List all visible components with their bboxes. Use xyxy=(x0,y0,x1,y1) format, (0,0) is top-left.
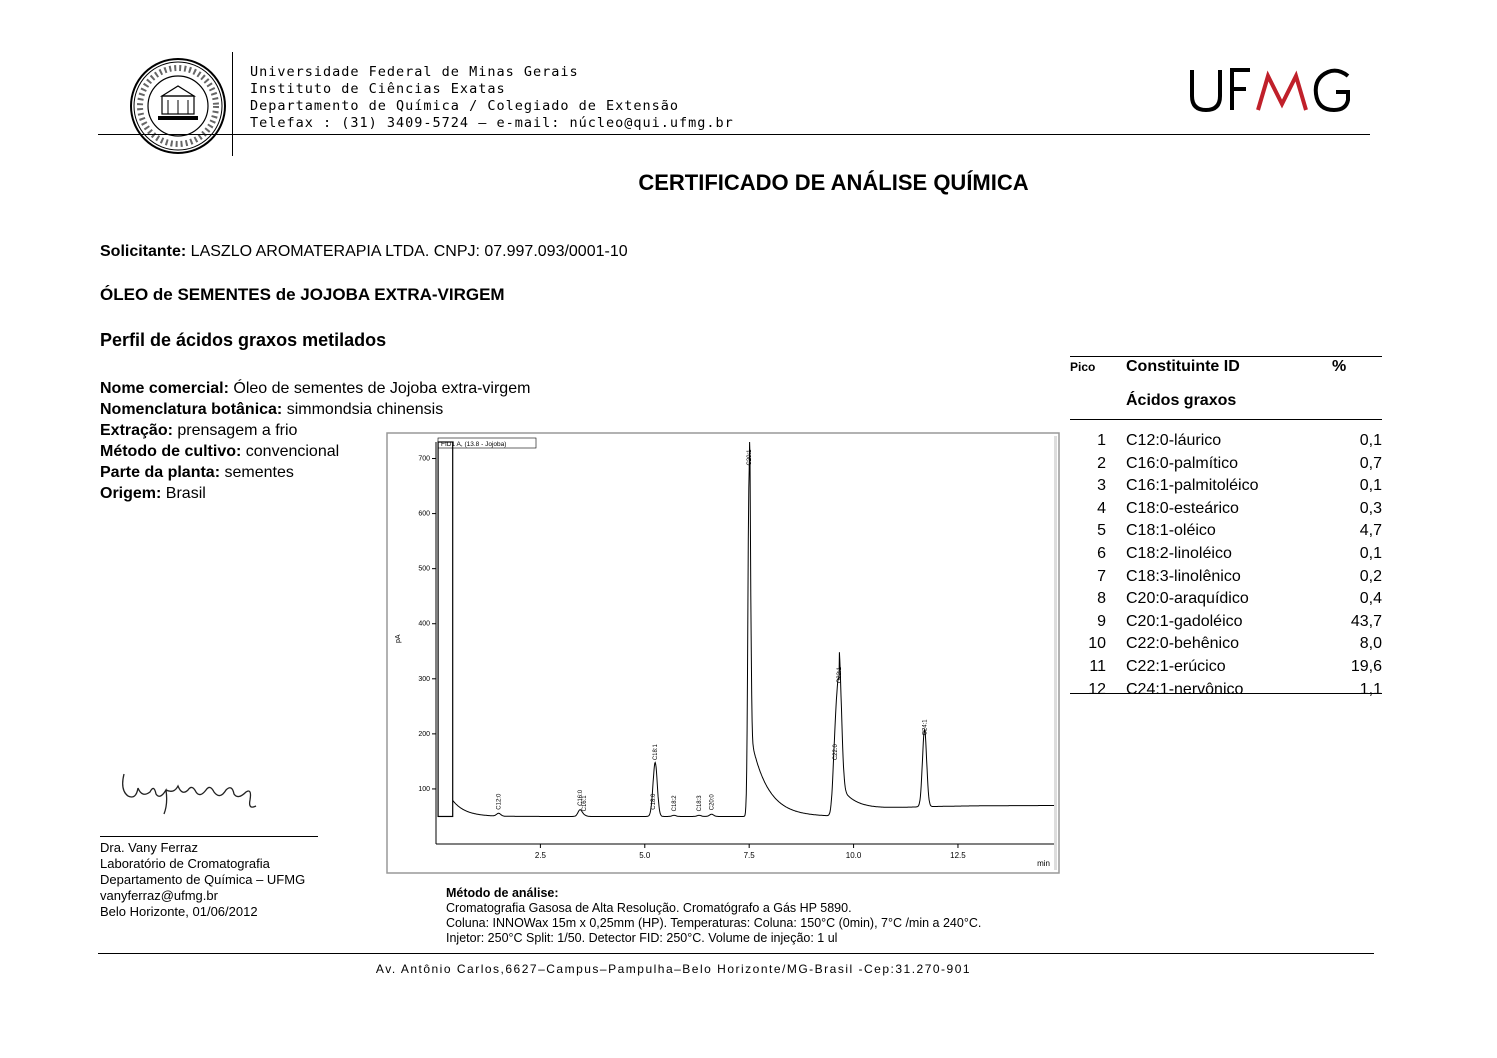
info-row: Parte da planta: sementes xyxy=(100,464,294,481)
legend-text: FID1 A, (13.8 - Jojoba) xyxy=(441,441,507,448)
percent-value: 8,0 xyxy=(1359,635,1382,653)
header-line: Instituto de Ciências Exatas xyxy=(250,81,506,97)
y-tick-label: 200 xyxy=(418,730,430,738)
chart-frame xyxy=(387,433,1059,873)
x-tick-label: 5.0 xyxy=(639,851,651,860)
peak-number: 7 xyxy=(1097,567,1106,585)
table-row xyxy=(1070,611,1382,634)
signer-line: Departamento de Química – UFMG xyxy=(100,872,306,887)
method-line: Cromatografia Gasosa de Alta Resolução. Cromatógrafo a Gás HP 5890. xyxy=(446,901,852,915)
header-line: Telefax : (31) 3409-5724 – e-mail: núcleo@qui.ufmg.br xyxy=(250,115,734,131)
percent-value: 43,7 xyxy=(1350,612,1382,630)
peak-number: 1 xyxy=(1097,432,1106,449)
institution-header xyxy=(250,64,734,132)
peak-number: 4 xyxy=(1097,499,1106,517)
col-percent: % xyxy=(1332,358,1347,375)
y-tick-label: 400 xyxy=(418,620,430,628)
peak-number: 9 xyxy=(1097,612,1106,630)
info-row: Extração: prensagem a frio xyxy=(100,422,298,439)
percent-value: 0,7 xyxy=(1359,454,1382,472)
x-tick-label: 7.5 xyxy=(743,851,755,860)
constituent-name: C18:3-linolênico xyxy=(1126,567,1241,585)
peak-label: C16:0 xyxy=(578,789,585,806)
fatty-acid-table xyxy=(1070,356,1382,701)
table-row xyxy=(1070,543,1382,566)
percent-value: 1,1 xyxy=(1359,680,1382,698)
constituent-name: C24:1-nervônico xyxy=(1126,680,1244,698)
percent-value: 0,2 xyxy=(1359,567,1382,585)
y-tick-label: 500 xyxy=(418,565,430,573)
x-axis-label: min xyxy=(1037,859,1050,868)
y-axis-label: pA xyxy=(395,634,402,643)
percent-value: 0,4 xyxy=(1359,590,1382,608)
header-line: Universidade Federal de Minas Gerais xyxy=(250,64,579,80)
header-divider xyxy=(232,52,233,156)
peak-label: C18:1 xyxy=(653,744,660,761)
profile-title: Perfil de ácidos graxos metilados xyxy=(100,330,387,350)
constituent-name: C18:1-oléico xyxy=(1126,522,1216,540)
analysis-method xyxy=(446,886,981,946)
peak-label: C18:2 xyxy=(672,795,679,812)
signer-line: Belo Horizonte, 01/06/2012 xyxy=(100,904,258,919)
signer-line: Laboratório de Cromatografia xyxy=(100,856,270,871)
method-line: Coluna: INNOWax 15m x 0,25mm (HP). Temperaturas: Coluna: 150°C (0min), 7°C /min a 240°C. xyxy=(446,916,982,930)
peak-number: 12 xyxy=(1088,680,1106,698)
table-row xyxy=(1070,679,1382,702)
peak-label: C24:1 xyxy=(922,719,929,736)
table-row xyxy=(1070,588,1382,611)
constituent-name: C20:1-gadoléico xyxy=(1126,612,1243,630)
x-tick-label: 12.5 xyxy=(950,851,966,860)
info-row: Origem: Brasil xyxy=(100,485,206,502)
y-tick-label: 700 xyxy=(418,455,430,463)
peak-label: C22:0 xyxy=(832,744,839,761)
header-line: Departamento de Química / Colegiado de Extensão xyxy=(250,98,680,114)
handwritten-signature xyxy=(116,760,266,820)
signer-line: vanyferraz@ufmg.br xyxy=(100,888,218,903)
table-row xyxy=(1070,633,1382,656)
table-row xyxy=(1070,475,1382,498)
product-name: ÓLEO de SEMENTES de JOJOBA EXTRA-VIRGEM xyxy=(100,285,505,304)
table-row xyxy=(1070,498,1382,521)
peak-number: 3 xyxy=(1097,477,1106,495)
x-tick-label: 2.5 xyxy=(534,851,546,860)
peak-label: C20:1 xyxy=(747,449,754,466)
constituent-name: C18:0-esteárico xyxy=(1126,499,1239,517)
method-line: Injetor: 250°C Split: 1/50. Detector FID: 250°C. Volume de injeção: 1 ul xyxy=(446,931,838,945)
percent-value: 0,1 xyxy=(1359,432,1382,449)
method-title: Método de análise: xyxy=(446,886,559,900)
peak-label: C18:0 xyxy=(651,793,658,810)
constituent-name: C12:0-láurico xyxy=(1126,432,1222,449)
y-tick-label: 100 xyxy=(418,785,430,793)
peak-number: 2 xyxy=(1097,454,1106,472)
table-row xyxy=(1070,656,1382,679)
constituent-name: C16:0-palmítico xyxy=(1126,454,1239,472)
peak-number: 10 xyxy=(1088,635,1106,653)
peak-number: 8 xyxy=(1097,590,1106,608)
peak-label: C20:0 xyxy=(709,794,716,811)
ufmg-logo xyxy=(1188,62,1368,118)
col-peak: Pico xyxy=(1070,360,1096,374)
y-tick-label: 600 xyxy=(418,510,430,518)
table-row xyxy=(1070,566,1382,589)
requester-value: LASZLO AROMATERAPIA LTDA. CNPJ: 07.997.093/0001-10 xyxy=(186,243,628,260)
peak-label: C18:3 xyxy=(697,795,704,812)
constituent-name: C22:0-behênico xyxy=(1126,635,1239,653)
peak-label: C16:1 xyxy=(582,795,589,812)
chromatogram-chart xyxy=(386,432,1060,874)
signature-line xyxy=(100,836,318,837)
x-tick-label: 10.0 xyxy=(845,851,862,860)
percent-value: 0,1 xyxy=(1359,544,1382,562)
info-row: Método de cultivo: convencional xyxy=(100,443,340,460)
table-row xyxy=(1070,453,1382,476)
percent-value: 0,1 xyxy=(1359,477,1382,495)
table-row xyxy=(1070,430,1382,453)
percent-value: 4,7 xyxy=(1359,522,1382,540)
constituent-name: C16:1-palmitoléico xyxy=(1126,477,1259,495)
y-tick-label: 300 xyxy=(418,675,430,683)
info-row: Nome comercial: Óleo de sementes de Jojoba extra-virgem xyxy=(100,380,531,397)
col-constituent: Constituinte ID xyxy=(1126,358,1240,375)
chart-edge xyxy=(1054,436,1057,870)
peak-number: 5 xyxy=(1097,522,1106,540)
signer-line: Dra. Vany Ferraz xyxy=(100,840,199,855)
constituent-name: C18:2-linoléico xyxy=(1126,544,1232,562)
info-row: Nomenclatura botânica: simmondsia chinensis xyxy=(100,401,444,418)
header-rule xyxy=(98,134,1370,135)
percent-value: 19,6 xyxy=(1350,657,1382,675)
table-row xyxy=(1070,520,1382,543)
percent-value: 0,3 xyxy=(1359,499,1382,517)
requester-label: Solicitante: xyxy=(100,243,187,260)
footer-rule xyxy=(98,953,1374,954)
footer-address: Av. Antônio Carlos,6627–Campus–Pampulha–Belo Horizonte/MG-Brasil -Cep:31.270-901 xyxy=(375,962,972,976)
group-label: Ácidos graxos xyxy=(1126,392,1237,409)
constituent-name: C22:1-erúcico xyxy=(1126,657,1226,675)
peak-number: 11 xyxy=(1089,657,1106,675)
peak-label: C22:1 xyxy=(836,667,843,684)
constituent-name: C20:0-araquídico xyxy=(1126,590,1249,608)
university-seal-icon xyxy=(128,56,228,156)
peak-number: 6 xyxy=(1097,544,1106,562)
page-title: CERTIFICADO DE ANÁLISE QUÍMICA xyxy=(638,170,1029,195)
peak-label: C12:0 xyxy=(496,793,503,810)
requester xyxy=(100,243,628,261)
signer-block xyxy=(100,840,305,920)
